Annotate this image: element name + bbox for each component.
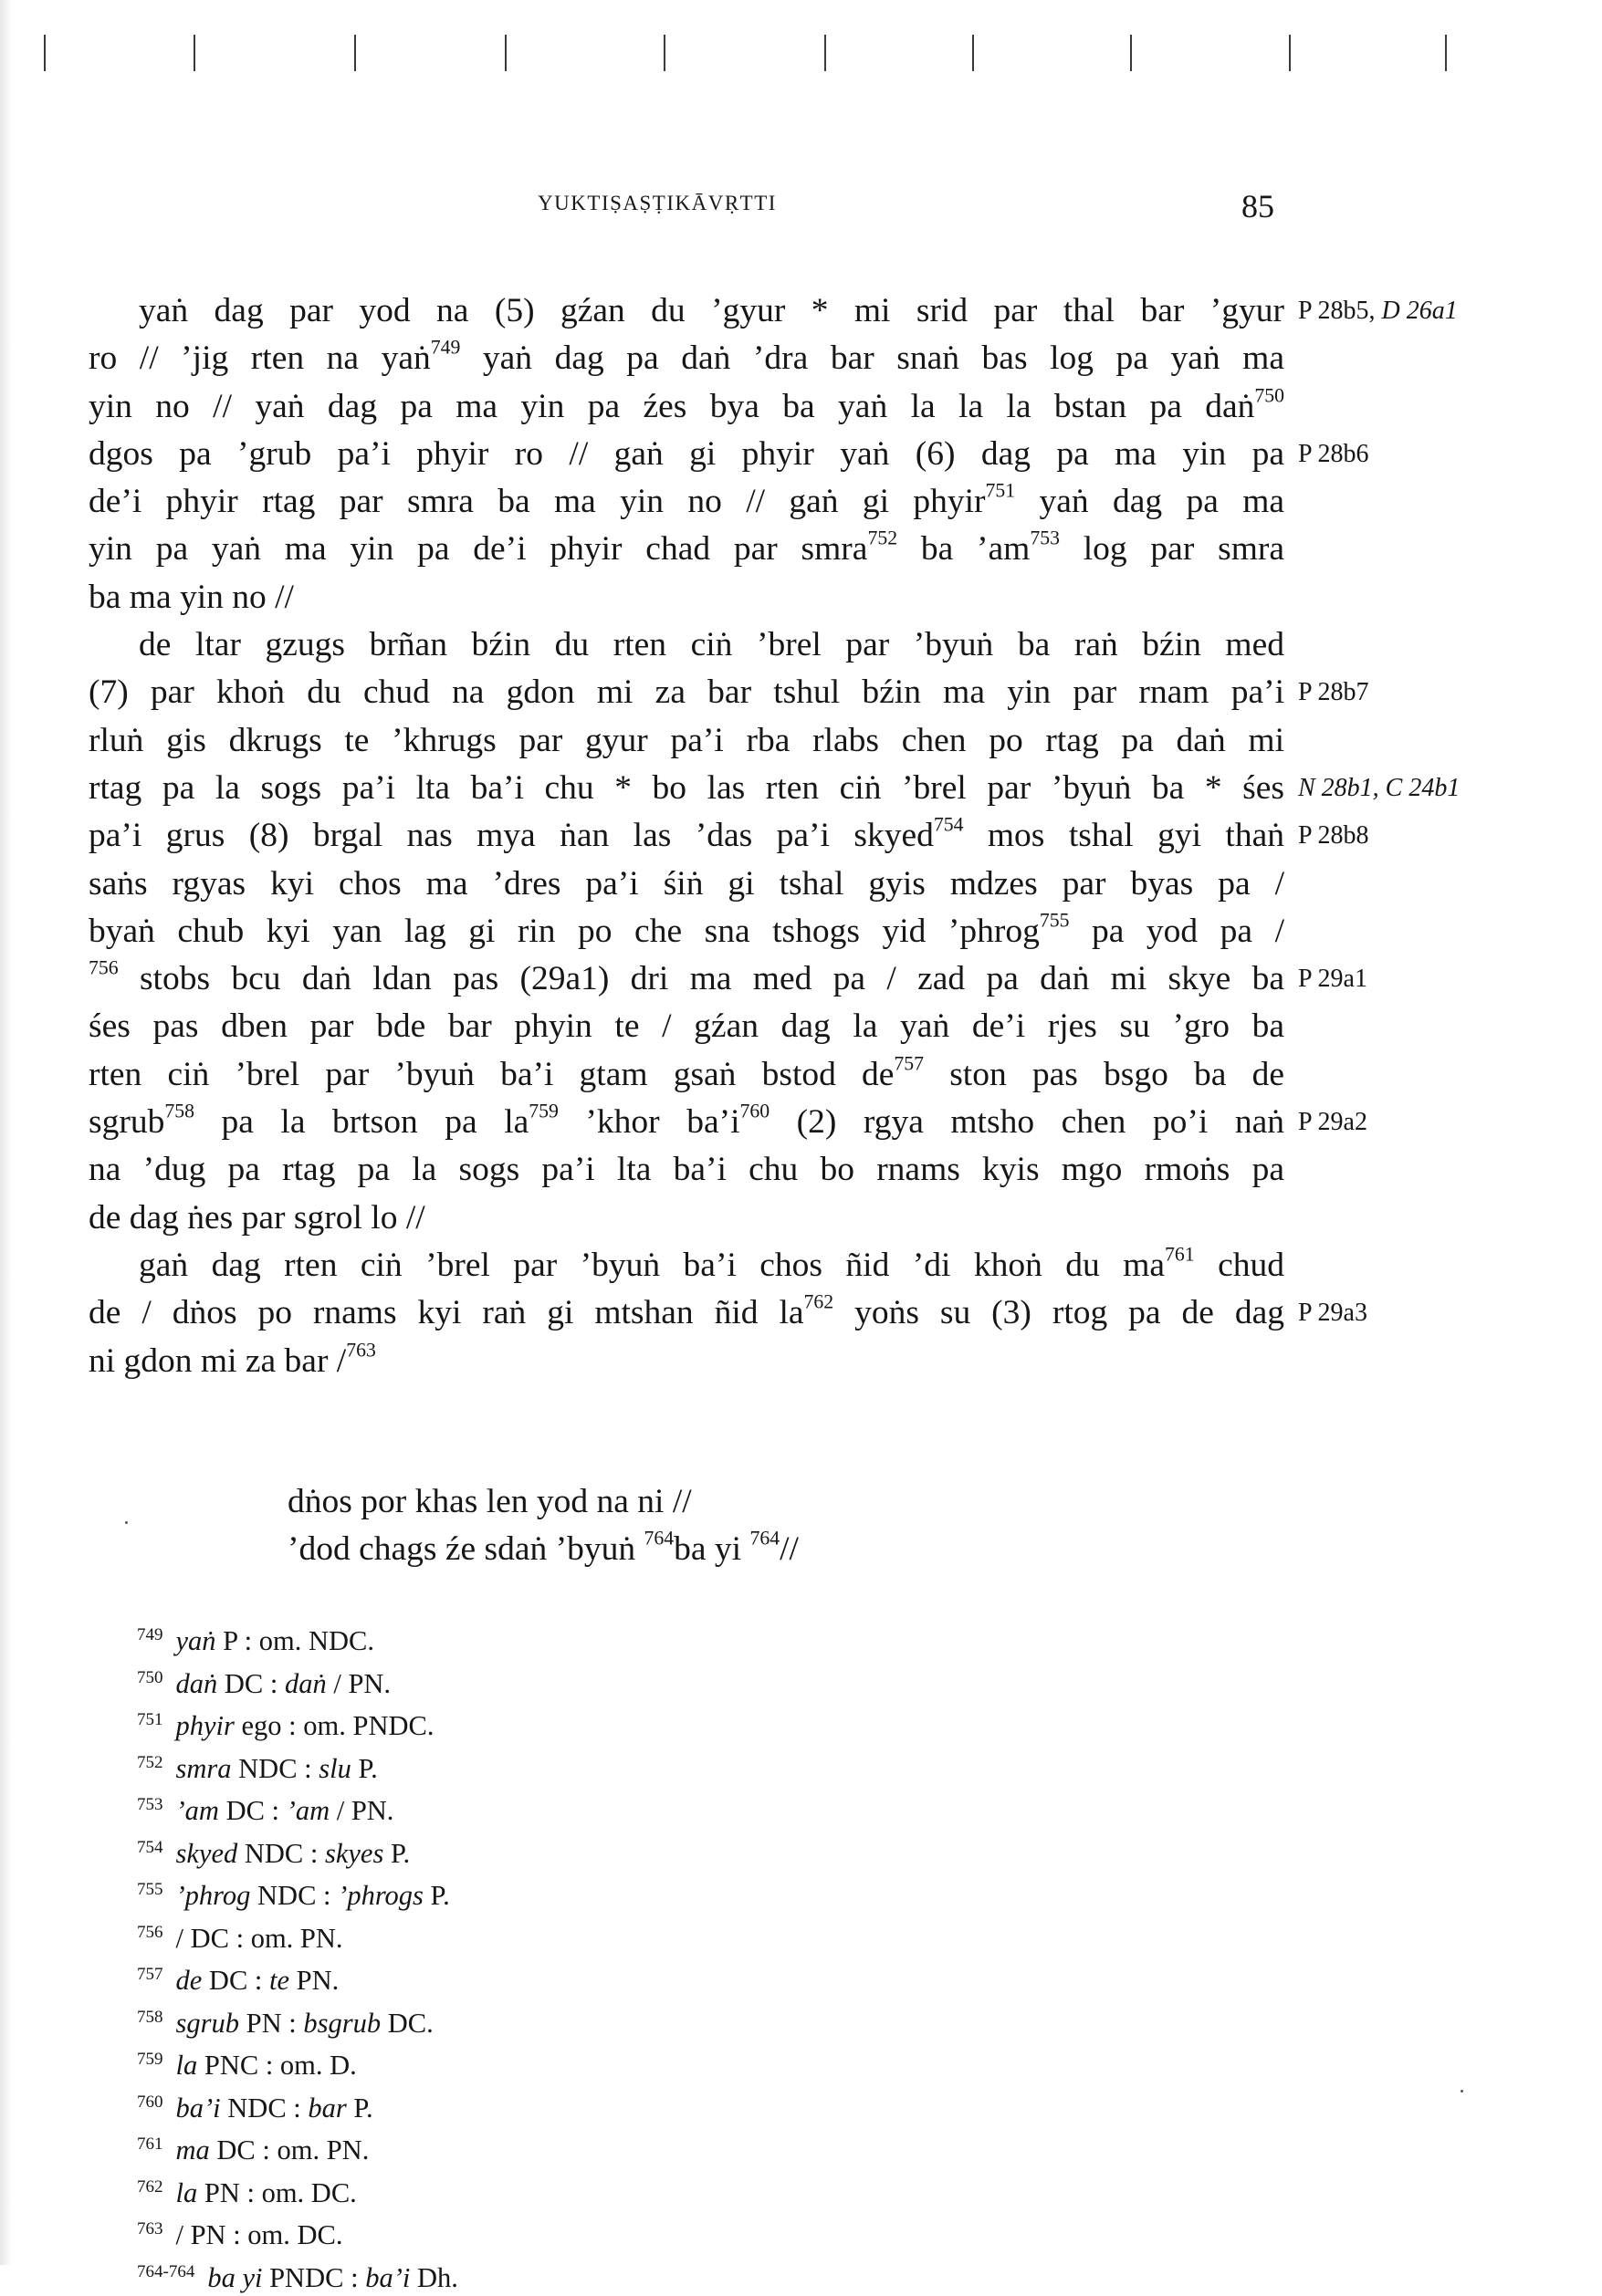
- lemma: smra: [176, 1753, 232, 1784]
- text-run: rtag pa la sogs pa’i lta ba’i chu * bo las rten ciṅ ’brel par ’byuṅ ba * śes: [89, 769, 1284, 807]
- text-run: ba ma yin no //: [89, 579, 294, 616]
- text-run: gaṅ dag rten ciṅ ’brel par ’byuṅ ba’i chos ñid ’di khoṅ du ma: [139, 1247, 1165, 1284]
- text-line: [89, 861, 1284, 908]
- verse-line: [288, 1478, 799, 1526]
- text-run: sgrub: [89, 1103, 164, 1141]
- text-run: chud: [1195, 1247, 1284, 1284]
- margin-ref-text: P 28b7: [1298, 678, 1369, 706]
- lemma: ba yi: [207, 2262, 262, 2293]
- text-run: //: [780, 1530, 799, 1568]
- lemma: skyed: [176, 1838, 238, 1869]
- text-run: ston pas bsgo ba de: [924, 1056, 1284, 1093]
- witnesses: P : om. NDC.: [216, 1625, 374, 1656]
- text-line: [89, 574, 1284, 621]
- witnesses: PN :: [239, 2008, 303, 2039]
- margin-ref: [1298, 812, 1599, 860]
- footnote-number: 763: [137, 2211, 163, 2249]
- margin-ref-text: P 29a2: [1298, 1108, 1367, 1136]
- text-run: yaṅ dag pa daṅ ’dra bar snaṅ bas log pa yaṅ ma: [460, 339, 1284, 377]
- lemma: phyir: [176, 1710, 235, 1741]
- text-run: śes pas dben par bde bar phyin te / gźan dag la yaṅ de’i rjes su ’gro ba: [89, 1007, 1284, 1045]
- footnote-number: 761: [137, 2126, 163, 2164]
- text-line: [89, 335, 1284, 382]
- verse-block: [288, 1478, 799, 1573]
- footnote-number: 760: [137, 2084, 163, 2122]
- text-run: saṅs rgyas kyi chos ma ’dres pa’i śiṅ gi tshal gyis mdzes par byas pa /: [89, 865, 1284, 903]
- footnote-number: 757: [137, 1957, 163, 1994]
- footnote-marker: 762: [804, 1291, 834, 1313]
- footnote-number: 764-764: [137, 2254, 194, 2291]
- lemma: ’am: [176, 1795, 219, 1826]
- witnesses: DC :: [202, 1965, 269, 1996]
- footnote: [137, 1915, 458, 1957]
- margin-ref-italic: D 26a1: [1382, 297, 1458, 325]
- running-head: YUKTIṢAṢṬIKĀVṚTTI: [0, 192, 1314, 215]
- text-line: [89, 1051, 1284, 1099]
- margin-references: [1298, 287, 1599, 1385]
- footnote-marker: 753: [1030, 527, 1060, 549]
- main-text: [89, 287, 1284, 1385]
- footnote-number: 749: [137, 1617, 163, 1654]
- witnesses: PN : om. DC.: [197, 2177, 357, 2208]
- text-run: stobs bcu daṅ ldan pas (29a1) dri ma med pa / zad pa daṅ mi skye ba: [119, 960, 1284, 997]
- witnesses: DC :: [217, 1668, 285, 1699]
- witnesses: NDC :: [237, 1838, 325, 1869]
- footnotes: [137, 1617, 458, 2296]
- footnote: [137, 1999, 458, 2042]
- scan-edge-shadow: [0, 0, 13, 2265]
- margin-ref: [1298, 1289, 1599, 1337]
- margin-ref: [1298, 669, 1599, 716]
- footnote: [137, 1702, 458, 1745]
- text-line: [89, 955, 1284, 1003]
- text-line: [89, 669, 1284, 716]
- margin-ref: [1298, 955, 1599, 1003]
- margin-ref-text: P 28b6: [1298, 440, 1369, 468]
- verse-line: [288, 1526, 799, 1573]
- text-line: [89, 1003, 1284, 1050]
- margin-ref-text: P 28b5,: [1298, 297, 1382, 325]
- variant-reading: slu: [319, 1753, 351, 1784]
- lemma: daṅ: [176, 1668, 218, 1699]
- text-line: [89, 1289, 1284, 1337]
- footnote-number: 756: [137, 1915, 163, 1952]
- footnote-marker: 764: [644, 1528, 675, 1550]
- text-run: mos tshal gyi thaṅ: [963, 817, 1284, 854]
- footnote-number: 755: [137, 1872, 163, 1909]
- footnote-marker: 763: [346, 1339, 376, 1361]
- text-line: [89, 1242, 1284, 1289]
- page-number: 85: [1241, 187, 1274, 225]
- footnote-marker: 761: [1165, 1244, 1195, 1266]
- footnote-marker: 751: [986, 480, 1016, 502]
- footnote-marker: 760: [740, 1101, 770, 1122]
- footnote-marker: 764: [749, 1528, 780, 1550]
- footnote-number: 750: [137, 1660, 163, 1697]
- footnote-number: 752: [137, 1745, 163, 1782]
- text-run: yaṅ dag pa ma: [1015, 483, 1284, 520]
- variant-reading: ’am: [287, 1795, 330, 1826]
- text-run: rten ciṅ ’brel par ’byuṅ ba’i gtam gsaṅ bstod de: [89, 1056, 894, 1093]
- witnesses: PNC : om. D.: [197, 2050, 357, 2081]
- lemma: la: [176, 2177, 198, 2208]
- text-run: ro // ’jig rten na yaṅ: [89, 339, 431, 377]
- text-run: yin pa yaṅ ma yin pa de’i phyir chad par smra: [89, 530, 867, 568]
- witnesses: ego : om. PNDC.: [235, 1710, 435, 1741]
- witnesses: / PN.: [330, 1795, 393, 1826]
- text-run: (7) par khoṅ du chud na gdon mi za bar tshul bźin ma yin par rnam pa’i: [89, 673, 1284, 711]
- lemma: de: [176, 1965, 203, 1996]
- text-run: yoṅs su (3) rtog pa de dag: [833, 1294, 1284, 1331]
- variant-reading: skyes: [325, 1838, 383, 1869]
- witnesses: DC : om. PN.: [210, 2134, 370, 2166]
- witnesses: NDC :: [250, 1880, 338, 1911]
- footnote: [137, 1660, 458, 1703]
- footnote-marker: 750: [1254, 384, 1284, 406]
- text-run: de’i phyir rtag par smra ba ma yin no // gaṅ gi phyir: [89, 483, 986, 520]
- variant-reading: te: [269, 1965, 289, 1996]
- variant-reading: ba’i: [365, 2262, 410, 2293]
- scan-speck: [125, 1521, 128, 1524]
- witnesses: P.: [347, 2092, 373, 2124]
- text-line: [89, 621, 1284, 669]
- witnesses: Dh.: [410, 2262, 458, 2293]
- footnote-number: 759: [137, 2041, 163, 2079]
- witnesses: DC.: [381, 2008, 434, 2039]
- witnesses: P.: [424, 1880, 450, 1911]
- text-line: [89, 908, 1284, 955]
- margin-ref-text: P 29a3: [1298, 1299, 1367, 1327]
- text-run: pa yod pa /: [1070, 913, 1285, 950]
- footnote: [137, 1787, 458, 1830]
- footnote-marker: 759: [529, 1101, 559, 1122]
- text-line: [89, 383, 1284, 431]
- text-line: [89, 812, 1284, 860]
- text-line: [89, 287, 1284, 335]
- witnesses: PN.: [289, 1965, 339, 1996]
- footnote: [137, 1872, 458, 1915]
- text-line: [89, 431, 1284, 478]
- text-run: byaṅ chub kyi yan lag gi rin po che sna tshogs yid ’phrog: [89, 913, 1040, 950]
- footnote-number: 751: [137, 1702, 163, 1739]
- footnote-marker: 756: [89, 957, 119, 979]
- footnote: [137, 2169, 458, 2212]
- witnesses: NDC :: [232, 1753, 319, 1784]
- witnesses: / PN.: [327, 1668, 391, 1699]
- text-run: pa la brtson pa la: [194, 1103, 529, 1141]
- footnote-marker: 754: [934, 814, 964, 836]
- footnote-marker: 752: [867, 527, 897, 549]
- text-run: log par smra: [1060, 530, 1284, 568]
- text-line: [89, 1099, 1284, 1146]
- text-line: [89, 1195, 1284, 1242]
- lemma: la: [176, 2050, 198, 2081]
- text-run: ’dod chags źe sdaṅ ’byuṅ: [288, 1530, 644, 1568]
- text-run: rluṅ gis dkrugs te ’khrugs par gyur pa’i rba rlabs chen po rtag pa daṅ mi: [89, 722, 1284, 759]
- margin-ref: [1298, 1099, 1599, 1146]
- margin-ref: [1298, 765, 1599, 812]
- footnote-number: 762: [137, 2169, 163, 2207]
- text-line: [89, 717, 1284, 765]
- lemma: yaṅ: [176, 1625, 216, 1656]
- footnote: [137, 1957, 458, 1999]
- scan-speck: [1461, 2090, 1463, 2092]
- footnote-number: 753: [137, 1787, 163, 1824]
- margin-ref-text: P 28b8: [1298, 821, 1369, 850]
- lemma: ’phrog: [176, 1880, 251, 1911]
- footnote: [137, 1830, 458, 1873]
- text-run: ’khor ba’i: [559, 1103, 740, 1141]
- witnesses: / PN : om. DC.: [176, 2219, 343, 2250]
- footnote: [137, 1745, 458, 1788]
- text-run: ba yi: [674, 1530, 749, 1568]
- text-run: dṅos por khas len yod na ni //: [288, 1483, 692, 1520]
- text-line: [89, 765, 1284, 812]
- text-run: pa’i grus (8) brgal nas mya ṅan las ’das pa’i skyed: [89, 817, 934, 854]
- variant-reading: bsgrub: [303, 2008, 381, 2039]
- text-run: yaṅ dag par yod na (5) gźan du ’gyur * mi srid par thal bar ’gyur: [139, 292, 1284, 329]
- text-run: yin no // yaṅ dag pa ma yin pa źes bya ba yaṅ la la la bstan pa daṅ: [89, 388, 1254, 425]
- variant-reading: daṅ: [285, 1668, 327, 1699]
- lemma: sgrub: [176, 2008, 240, 2039]
- text-run: ni gdon mi za bar /: [89, 1342, 346, 1380]
- footnote: [137, 2254, 458, 2296]
- text-line: [89, 526, 1284, 573]
- witnesses: PNDC :: [262, 2262, 365, 2293]
- footnote: [137, 2041, 458, 2084]
- text-line: [89, 1146, 1284, 1194]
- footnote: [137, 2211, 458, 2254]
- text-run: de / dṅos po rnams kyi raṅ gi mtshan ñid la: [89, 1294, 804, 1331]
- footnote-marker: 757: [894, 1052, 924, 1074]
- text-run: ba ’am: [897, 530, 1030, 568]
- margin-ref: [1298, 287, 1599, 335]
- footnote-number: 754: [137, 1830, 163, 1867]
- lemma: ma: [176, 2134, 210, 2166]
- witnesses: NDC :: [221, 2092, 309, 2124]
- text-run: de dag ṅes par sgrol lo //: [89, 1199, 425, 1237]
- text-run: dgos pa ’grub pa’i phyir ro // gaṅ gi phyir yaṅ (6) dag pa ma yin pa: [89, 435, 1284, 473]
- variant-reading: ’phrogs: [338, 1880, 424, 1911]
- lemma: ba’i: [176, 2092, 221, 2124]
- margin-ref-italic: N 28b1, C 24b1: [1298, 774, 1460, 802]
- variant-reading: bar: [308, 2092, 346, 2124]
- witnesses: P.: [383, 1838, 410, 1869]
- footnote-marker: 758: [164, 1101, 194, 1122]
- text-run: na ’dug pa rtag pa la sogs pa’i lta ba’i chu bo rnams kyis mgo rmoṅs pa: [89, 1151, 1284, 1188]
- margin-ref-text: P 29a1: [1298, 965, 1367, 993]
- text-run: (2) rgya mtsho chen po’i naṅ: [770, 1103, 1284, 1141]
- footnote: [137, 2126, 458, 2169]
- text-line: [89, 478, 1284, 526]
- footnote-marker: 749: [431, 337, 461, 359]
- text-line: [89, 1338, 1284, 1385]
- footnote-number: 758: [137, 1999, 163, 2037]
- witnesses: / DC : om. PN.: [176, 1923, 343, 1954]
- text-run: de ltar gzugs brñan bźin du rten ciṅ ’brel par ’byuṅ ba raṅ bźin med: [139, 626, 1284, 663]
- footnote-marker: 755: [1040, 910, 1070, 932]
- witnesses: P.: [351, 1753, 378, 1784]
- footnote: [137, 2084, 458, 2127]
- margin-ref: [1298, 431, 1599, 478]
- witnesses: DC :: [219, 1795, 287, 1826]
- footnote: [137, 1617, 458, 1660]
